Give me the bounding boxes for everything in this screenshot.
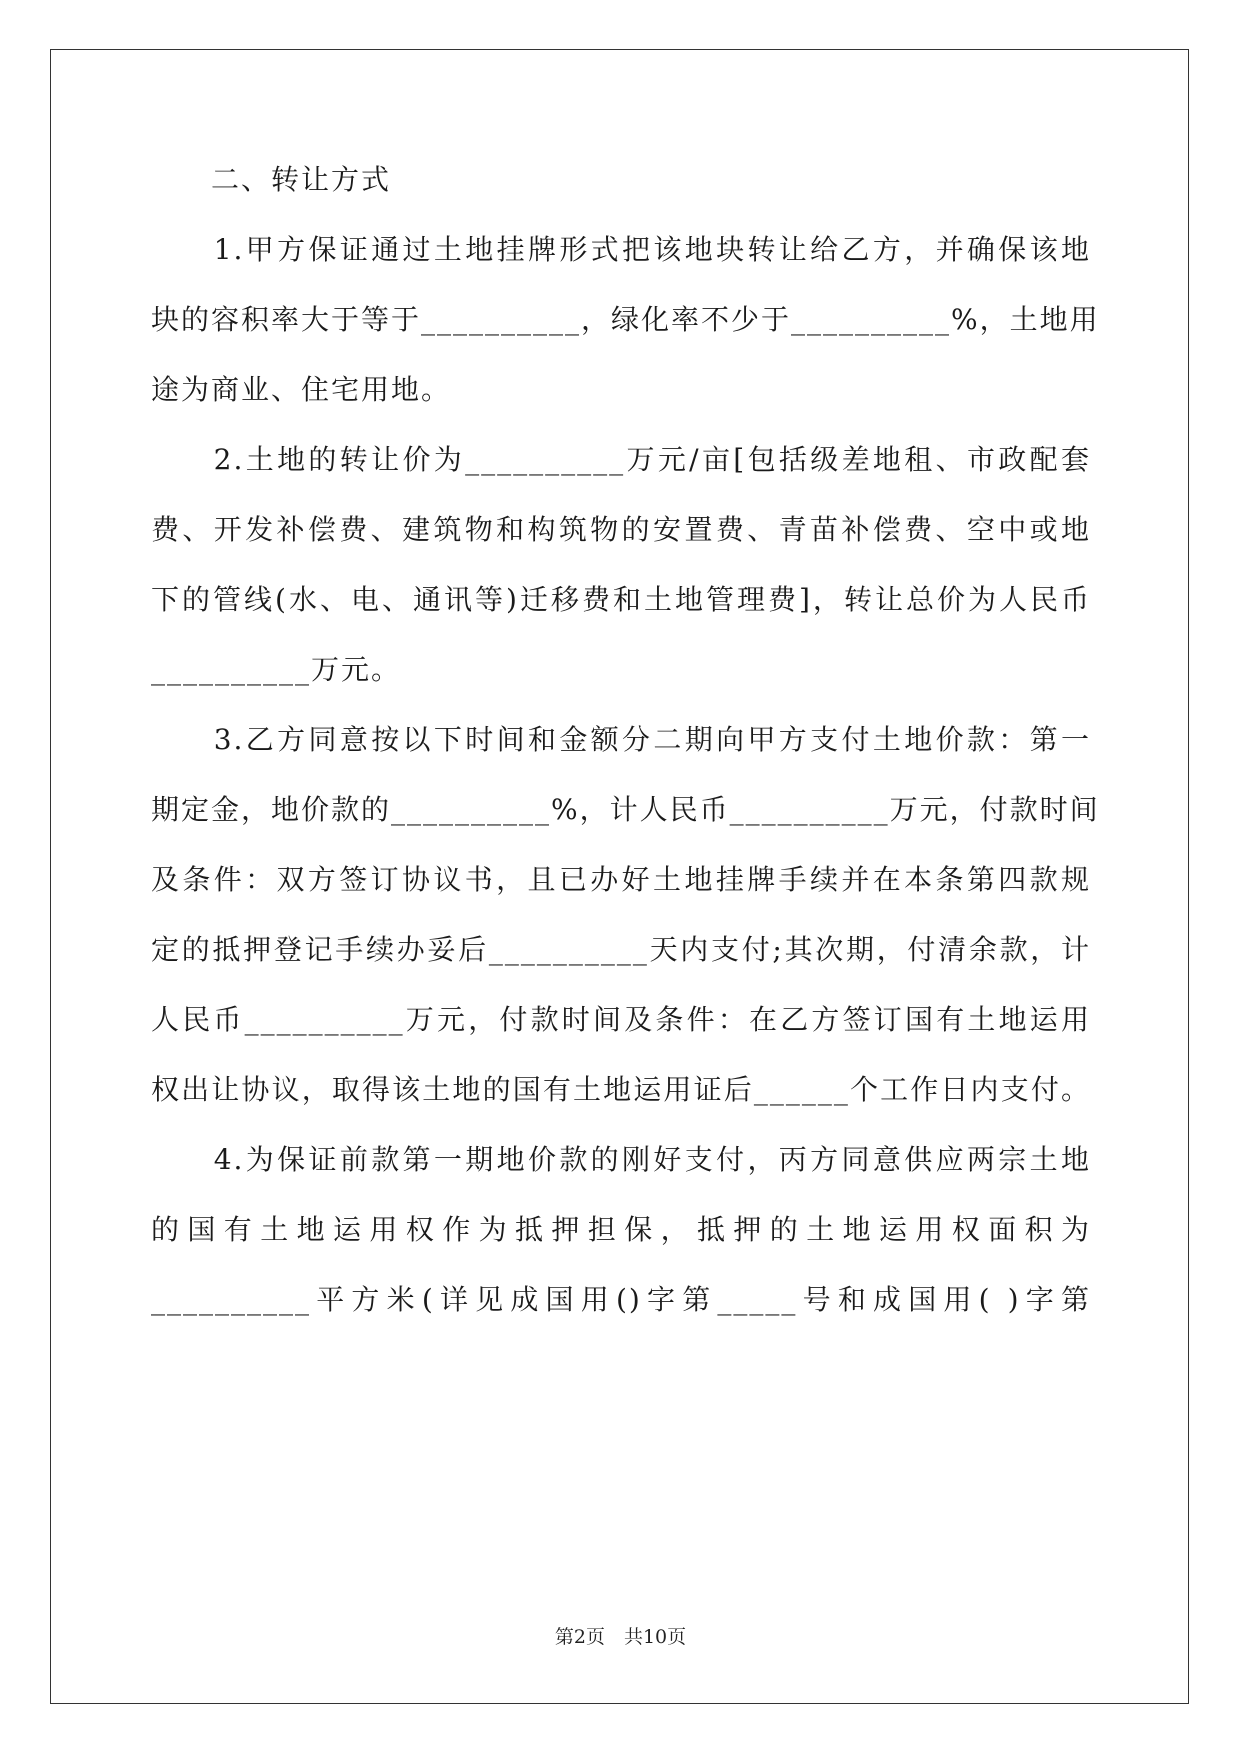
text-line: 3.乙方同意按以下时间和金额分二期向甲方支付土地价款：第一 [151,723,1091,756]
text-line: 4.为保证前款第一期地价款的刚好支付，丙方同意供应两宗土地 [151,1143,1091,1176]
text-line: 及条件：双方签订协议书，且已办好土地挂牌手续并在本条第四款规 [151,863,1091,896]
text-line: __________平方米(详见成国用()字第_____号和成国用( )字第 [151,1283,1091,1316]
text-line: 人民币__________万元，付款时间及条件：在乙方签订国有土地运用 [151,1003,1091,1036]
text-line: 费、开发补偿费、建筑物和构筑物的安置费、青苗补偿费、空中或地 [151,513,1091,546]
section-heading: 二、转让方式 [151,163,392,196]
text-line: 块的容积率大于等于__________，绿化率不少于__________%，土地用 [151,303,1100,336]
text-line: 权出让协议，取得该土地的国有土地运用证后______个工作日内支付。 [151,1073,1091,1106]
text-line: 期定金，地价款的__________%，计人民币__________万元，付款时间 [151,793,1100,826]
text-line: 1.甲方保证通过土地挂牌形式把该地块转让给乙方，并确保该地 [151,233,1091,266]
text-line: 途为商业、住宅用地。 [151,373,452,406]
page-number-footer: 第2页 共10页 [554,1626,687,1648]
text-line: __________万元。 [151,653,402,686]
text-line: 2.土地的转让价为__________万元/亩[包括级差地租、市政配套 [151,443,1091,476]
text-line: 的国有土地运用权作为抵押担保，抵押的土地运用权面积为 [151,1213,1091,1246]
text-line: 下的管线(水、电、通讯等)迁移费和土地管理费]，转让总价为人民币 [151,583,1091,616]
text-line: 定的抵押登记手续办妥后__________天内支付;其次期，付清余款，计 [151,933,1091,966]
